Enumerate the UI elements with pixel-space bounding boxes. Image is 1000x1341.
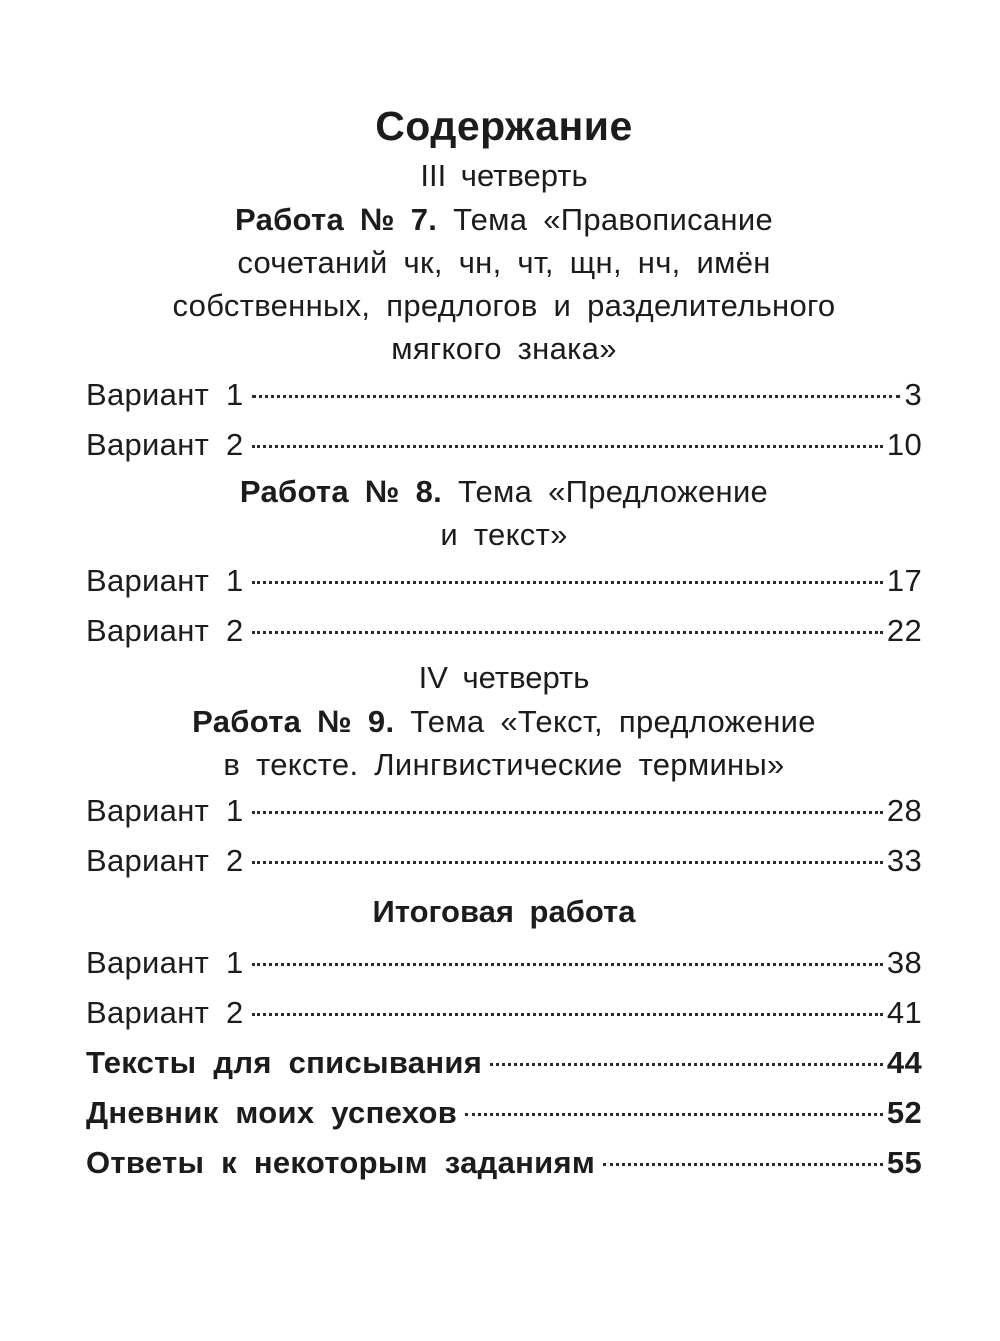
toc-entry-final-v2[interactable] bbox=[86, 988, 922, 1038]
toc-entry-work8-v1[interactable] bbox=[86, 556, 922, 606]
entry-label: Тексты для списывания bbox=[86, 1045, 483, 1080]
work-9-line-2: в тексте. Лингвистические термины» bbox=[223, 747, 785, 782]
quarter-heading-4: IV четверть bbox=[418, 660, 590, 695]
entry-label: Вариант 1 bbox=[86, 945, 244, 980]
dot-leader bbox=[252, 631, 883, 634]
toc-entry-final-v1[interactable] bbox=[86, 938, 922, 988]
dot-leader bbox=[465, 1113, 883, 1116]
entry-label: Вариант 1 bbox=[86, 793, 244, 828]
toc-entry-diary[interactable] bbox=[86, 1088, 922, 1138]
work-9-theme-1: Тема «Текст, предложение bbox=[410, 704, 816, 739]
dot-leader bbox=[252, 963, 883, 966]
dot-leader bbox=[252, 395, 901, 398]
toc-entry-work8-v2[interactable] bbox=[86, 606, 922, 656]
page-number: 44 bbox=[886, 1045, 922, 1080]
work-8-label: Работа № 8. bbox=[239, 474, 443, 509]
page-number: 28 bbox=[886, 793, 922, 828]
work-7-label: Работа № 7. bbox=[235, 202, 438, 237]
toc-entry-work7-v1[interactable] bbox=[86, 370, 922, 420]
dot-leader bbox=[252, 861, 883, 864]
work-7-line-3: собственных, предлогов и разделительного bbox=[172, 288, 836, 323]
entry-label: Вариант 1 bbox=[86, 377, 244, 412]
work-9-line-1 bbox=[86, 700, 922, 743]
dot-leader bbox=[252, 445, 883, 448]
toc-entry-answers[interactable] bbox=[86, 1138, 922, 1188]
page-number: 33 bbox=[886, 843, 922, 878]
page-number: 17 bbox=[886, 563, 922, 598]
work-7-line-2: сочетаний чк, чн, чт, щн, нч, имён bbox=[237, 245, 771, 280]
work-7-theme-1: Тема «Правописание bbox=[453, 202, 773, 237]
toc-entry-work9-v1[interactable] bbox=[86, 786, 922, 836]
dot-leader bbox=[603, 1163, 883, 1166]
page-number: 41 bbox=[886, 995, 922, 1030]
page-title: Содержание bbox=[375, 103, 633, 149]
work-8-heading bbox=[86, 470, 922, 556]
work-8-theme-1: Тема «Предложение bbox=[458, 474, 769, 509]
work-9-heading bbox=[86, 700, 922, 786]
toc-entry-copy-texts[interactable] bbox=[86, 1038, 922, 1088]
quarter-heading-3: III четверть bbox=[420, 158, 588, 193]
work-8-line-1 bbox=[86, 470, 922, 513]
page-number: 38 bbox=[886, 945, 922, 980]
entry-label: Вариант 2 bbox=[86, 995, 244, 1030]
page-number: 22 bbox=[886, 613, 922, 648]
toc-entry-work9-v2[interactable] bbox=[86, 836, 922, 886]
entry-label: Вариант 2 bbox=[86, 843, 244, 878]
entry-label: Вариант 1 bbox=[86, 563, 244, 598]
entry-label: Дневник моих успехов bbox=[86, 1095, 458, 1130]
entry-label: Вариант 2 bbox=[86, 427, 244, 462]
entry-label: Вариант 2 bbox=[86, 613, 244, 648]
final-work-heading: Итоговая работа bbox=[372, 894, 636, 929]
entry-label: Ответы к некоторым заданиям bbox=[86, 1145, 596, 1180]
dot-leader bbox=[490, 1063, 883, 1066]
work-7-line-1 bbox=[86, 198, 922, 241]
work-8-line-2: и текст» bbox=[440, 517, 568, 552]
work-7-heading bbox=[86, 198, 922, 370]
page-number: 55 bbox=[886, 1145, 922, 1180]
work-9-label: Работа № 9. bbox=[192, 704, 395, 739]
dot-leader bbox=[252, 1013, 883, 1016]
page-number: 10 bbox=[886, 427, 922, 462]
page-number: 3 bbox=[904, 377, 922, 412]
toc-entry-work7-v2[interactable] bbox=[86, 420, 922, 470]
dot-leader bbox=[252, 581, 883, 584]
work-7-line-4: мягкого знака» bbox=[391, 331, 617, 366]
dot-leader bbox=[252, 811, 883, 814]
page-number: 52 bbox=[886, 1095, 922, 1130]
